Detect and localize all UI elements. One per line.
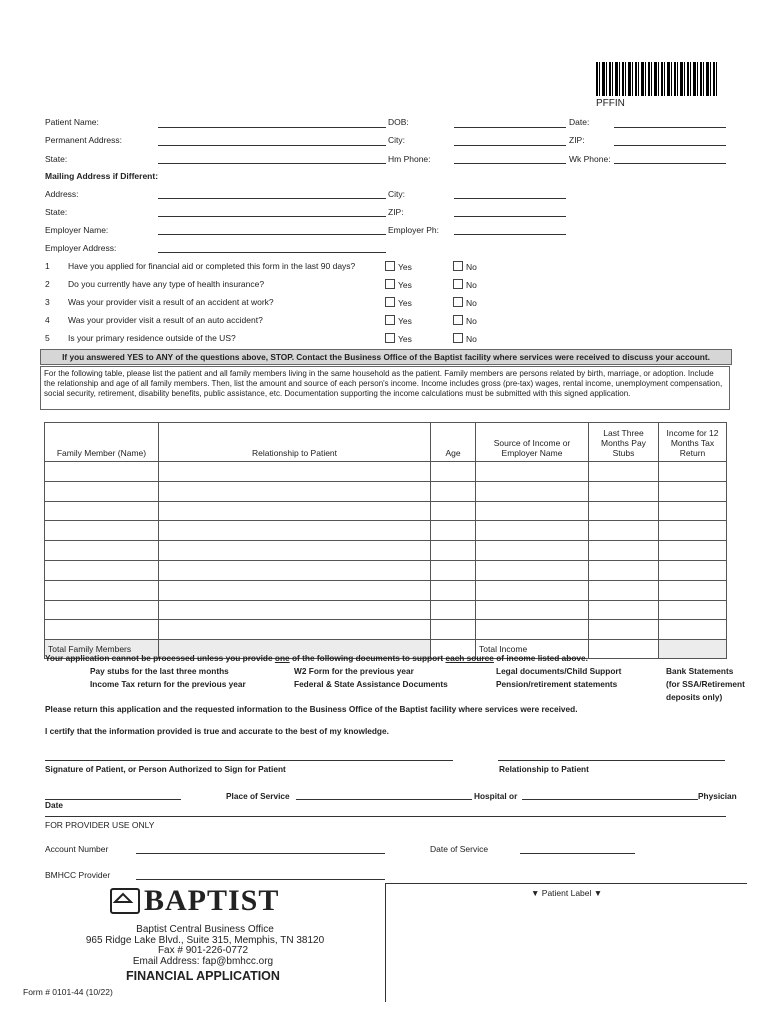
patient-name-field[interactable] (158, 127, 386, 128)
date-signed-label: Date (45, 800, 63, 810)
question-number: 2 (45, 279, 50, 289)
employer-name-label: Employer Name: (45, 225, 109, 235)
doc-bank-statements: Bank Statements (666, 666, 734, 676)
no-option[interactable]: No (453, 315, 477, 326)
total-income-field[interactable] (589, 640, 659, 659)
table-row[interactable] (45, 521, 727, 541)
no-checkbox[interactable] (453, 297, 463, 307)
doc-w2: W2 Form for the previous year (294, 666, 414, 676)
family-income-table (44, 422, 727, 659)
office-fax: Fax # 901-226-0772 (157, 945, 249, 956)
question-number: 3 (45, 297, 50, 307)
employer-address-field[interactable] (158, 252, 386, 253)
yes-option[interactable]: Yes (385, 315, 412, 326)
footer-divider (385, 883, 747, 884)
perm-address-label: Permanent Address: (45, 135, 123, 145)
question-text: Do you currently have any type of health insurance? (68, 279, 265, 289)
place-of-service-field[interactable] (296, 799, 472, 800)
return-notice: Please return this application and the requested information to the Business Office of the Baptist facility where services were received. (45, 704, 578, 714)
place-of-service-label: Place of Service (226, 791, 290, 801)
signature-label: Signature of Patient, or Person Authorized to Sign for Patient (45, 764, 286, 774)
hm-phone-field[interactable] (454, 163, 566, 164)
perm-address-field[interactable] (158, 145, 386, 146)
no-checkbox[interactable] (453, 279, 463, 289)
hm-phone-label: Hm Phone: (388, 154, 431, 164)
mailing-address-field[interactable] (158, 198, 386, 199)
hospital-field[interactable] (522, 799, 698, 800)
doc-legal: Legal documents/Child Support (496, 666, 622, 676)
yes-checkbox[interactable] (385, 315, 395, 325)
physician-label: Physician (698, 791, 737, 801)
yes-option[interactable]: Yes (385, 261, 412, 272)
certify-statement: I certify that the information provided is true and accurate to the best of my knowledge. (45, 726, 389, 736)
yes-checkbox[interactable] (385, 279, 395, 289)
mailing-zip-field[interactable] (454, 216, 566, 217)
form-title: FINANCIAL APPLICATION (126, 969, 280, 983)
patient-label-area: ▼ Patient Label ▼ (531, 888, 603, 898)
bmhcc-provider-label: BMHCC Provider (45, 870, 111, 880)
office-name: Baptist Central Business Office (136, 924, 274, 935)
employer-name-field[interactable] (158, 234, 386, 235)
header-tax-return: Income for 12 Months Tax Return (659, 423, 727, 462)
question-number: 5 (45, 333, 50, 343)
mailing-zip-label: ZIP: (388, 207, 404, 217)
yes-option[interactable]: Yes (385, 279, 412, 290)
no-option[interactable]: No (453, 333, 477, 344)
yes-checkbox[interactable] (385, 297, 395, 307)
mailing-city-label: City: (388, 189, 405, 199)
baptist-logo-text: BAPTIST (144, 884, 280, 917)
state-label: State: (45, 154, 68, 164)
documents-notice: Your application cannot be processed unless you provide one of the following documents to support each source of income listed above. (45, 653, 588, 663)
baptist-logo-icon (110, 888, 140, 914)
doc-bank-note-1: (for SSA/Retirement (666, 679, 745, 689)
no-option[interactable]: No (453, 297, 477, 308)
mailing-address-label: Address: (45, 189, 79, 199)
date-of-service-field[interactable] (520, 853, 635, 854)
header-age: Age (431, 423, 476, 462)
yes-option[interactable]: Yes (385, 297, 412, 308)
zip-label: ZIP: (569, 135, 585, 145)
question-text: Was your provider visit a result of an auto accident? (68, 315, 263, 325)
table-row[interactable] (45, 501, 727, 521)
yes-checkbox[interactable] (385, 333, 395, 343)
header-family-member: Family Member (Name) (45, 423, 159, 462)
signature-field[interactable] (45, 760, 453, 761)
table-row[interactable] (45, 541, 727, 561)
mailing-city-field[interactable] (454, 198, 566, 199)
account-number-field[interactable] (136, 853, 385, 854)
mailing-state-label: State: (45, 207, 68, 217)
table-row[interactable] (45, 560, 727, 580)
table-row[interactable] (45, 481, 727, 501)
header-relationship: Relationship to Patient (159, 423, 431, 462)
relationship-field[interactable] (498, 760, 725, 761)
office-address: 965 Ridge Lake Blvd., Suite 315, Memphis, TN 38120 (85, 935, 325, 946)
table-row[interactable] (45, 620, 727, 640)
employer-ph-field[interactable] (454, 234, 566, 235)
date-signed-field[interactable] (45, 799, 181, 800)
date-field[interactable] (614, 127, 726, 128)
mailing-state-field[interactable] (158, 216, 386, 217)
date-label: Date: (569, 117, 590, 127)
doc-assistance: Federal & State Assistance Documents (294, 679, 448, 689)
table-row[interactable] (45, 580, 727, 600)
date-of-service-label: Date of Service (430, 844, 489, 854)
city-field[interactable] (454, 145, 566, 146)
city-label: City: (388, 135, 405, 145)
total-family-members-label: Total Family Members (45, 640, 159, 659)
total-income-label: Total Income (476, 640, 589, 659)
dob-field[interactable] (454, 127, 566, 128)
form-number: Form # 0101-44 (10/22) (23, 987, 113, 997)
question-text: Was your provider visit a result of an accident at work? (68, 297, 274, 307)
header-pay-stubs: Last Three Months Pay Stubs (589, 423, 659, 462)
doc-bank-note-2: deposits only) (666, 692, 723, 702)
wk-phone-field[interactable] (614, 163, 726, 164)
question-number: 1 (45, 261, 50, 271)
account-number-label: Account Number (45, 844, 109, 854)
zip-field[interactable] (614, 145, 726, 146)
table-row[interactable] (45, 462, 727, 482)
provider-use-title: FOR PROVIDER USE ONLY (45, 820, 155, 830)
employer-ph-label: Employer Ph: (388, 225, 440, 235)
dob-label: DOB: (388, 117, 409, 127)
employer-address-label: Employer Address: (45, 243, 117, 253)
no-option[interactable]: No (453, 279, 477, 290)
barcode (596, 62, 718, 96)
no-option[interactable]: No (453, 261, 477, 272)
question-text: Is your primary residence outside of the US? (68, 333, 236, 343)
mailing-title: Mailing Address if Different: (45, 171, 159, 181)
patient-name-label: Patient Name: (45, 117, 99, 127)
yes-option[interactable]: Yes (385, 333, 412, 344)
question-number: 4 (45, 315, 50, 325)
doc-pension: Pension/retirement statements (496, 679, 618, 689)
question-text: Have you applied for financial aid or completed this form in the last 90 days? (68, 261, 356, 271)
wk-phone-label: Wk Phone: (569, 154, 611, 164)
doc-tax-return: Income Tax return for the previous year (90, 679, 246, 689)
stop-notice: If you answered YES to ANY of the questions above, STOP. Contact the Business Office of the Baptist facility where services were received to discuss your account. (40, 349, 732, 365)
state-field[interactable] (158, 163, 386, 164)
bmhcc-provider-field[interactable] (136, 879, 385, 880)
relationship-label: Relationship to Patient (499, 764, 589, 774)
header-income-source: Source of Income or Employer Name (476, 423, 589, 462)
no-checkbox[interactable] (453, 315, 463, 325)
yes-checkbox[interactable] (385, 261, 395, 271)
table-row[interactable] (45, 600, 727, 620)
section-divider (45, 816, 726, 817)
doc-pay-stubs: Pay stubs for the last three months (90, 666, 229, 676)
table-instructions: For the following table, please list the patient and all family members living in the same household as the patient. Family members are persons related by birth, marriage, or adoption. Include the relationship and age of all family members. Then, list the amount and source of each person's income. Income includes gross (pre-tax) wages, rental income, unemployment compensation, social security, retirement, disability benefits, public assistance, etc. Documentation supporting the income calculations must be submitted with this signed application. (40, 366, 730, 410)
table-header-row (45, 423, 727, 462)
hospital-label: Hospital or (474, 791, 518, 801)
office-email: Email Address: fap@bmhcc.org (132, 956, 274, 967)
barcode-label: PFFIN (596, 98, 625, 109)
no-checkbox[interactable] (453, 261, 463, 271)
no-checkbox[interactable] (453, 333, 463, 343)
